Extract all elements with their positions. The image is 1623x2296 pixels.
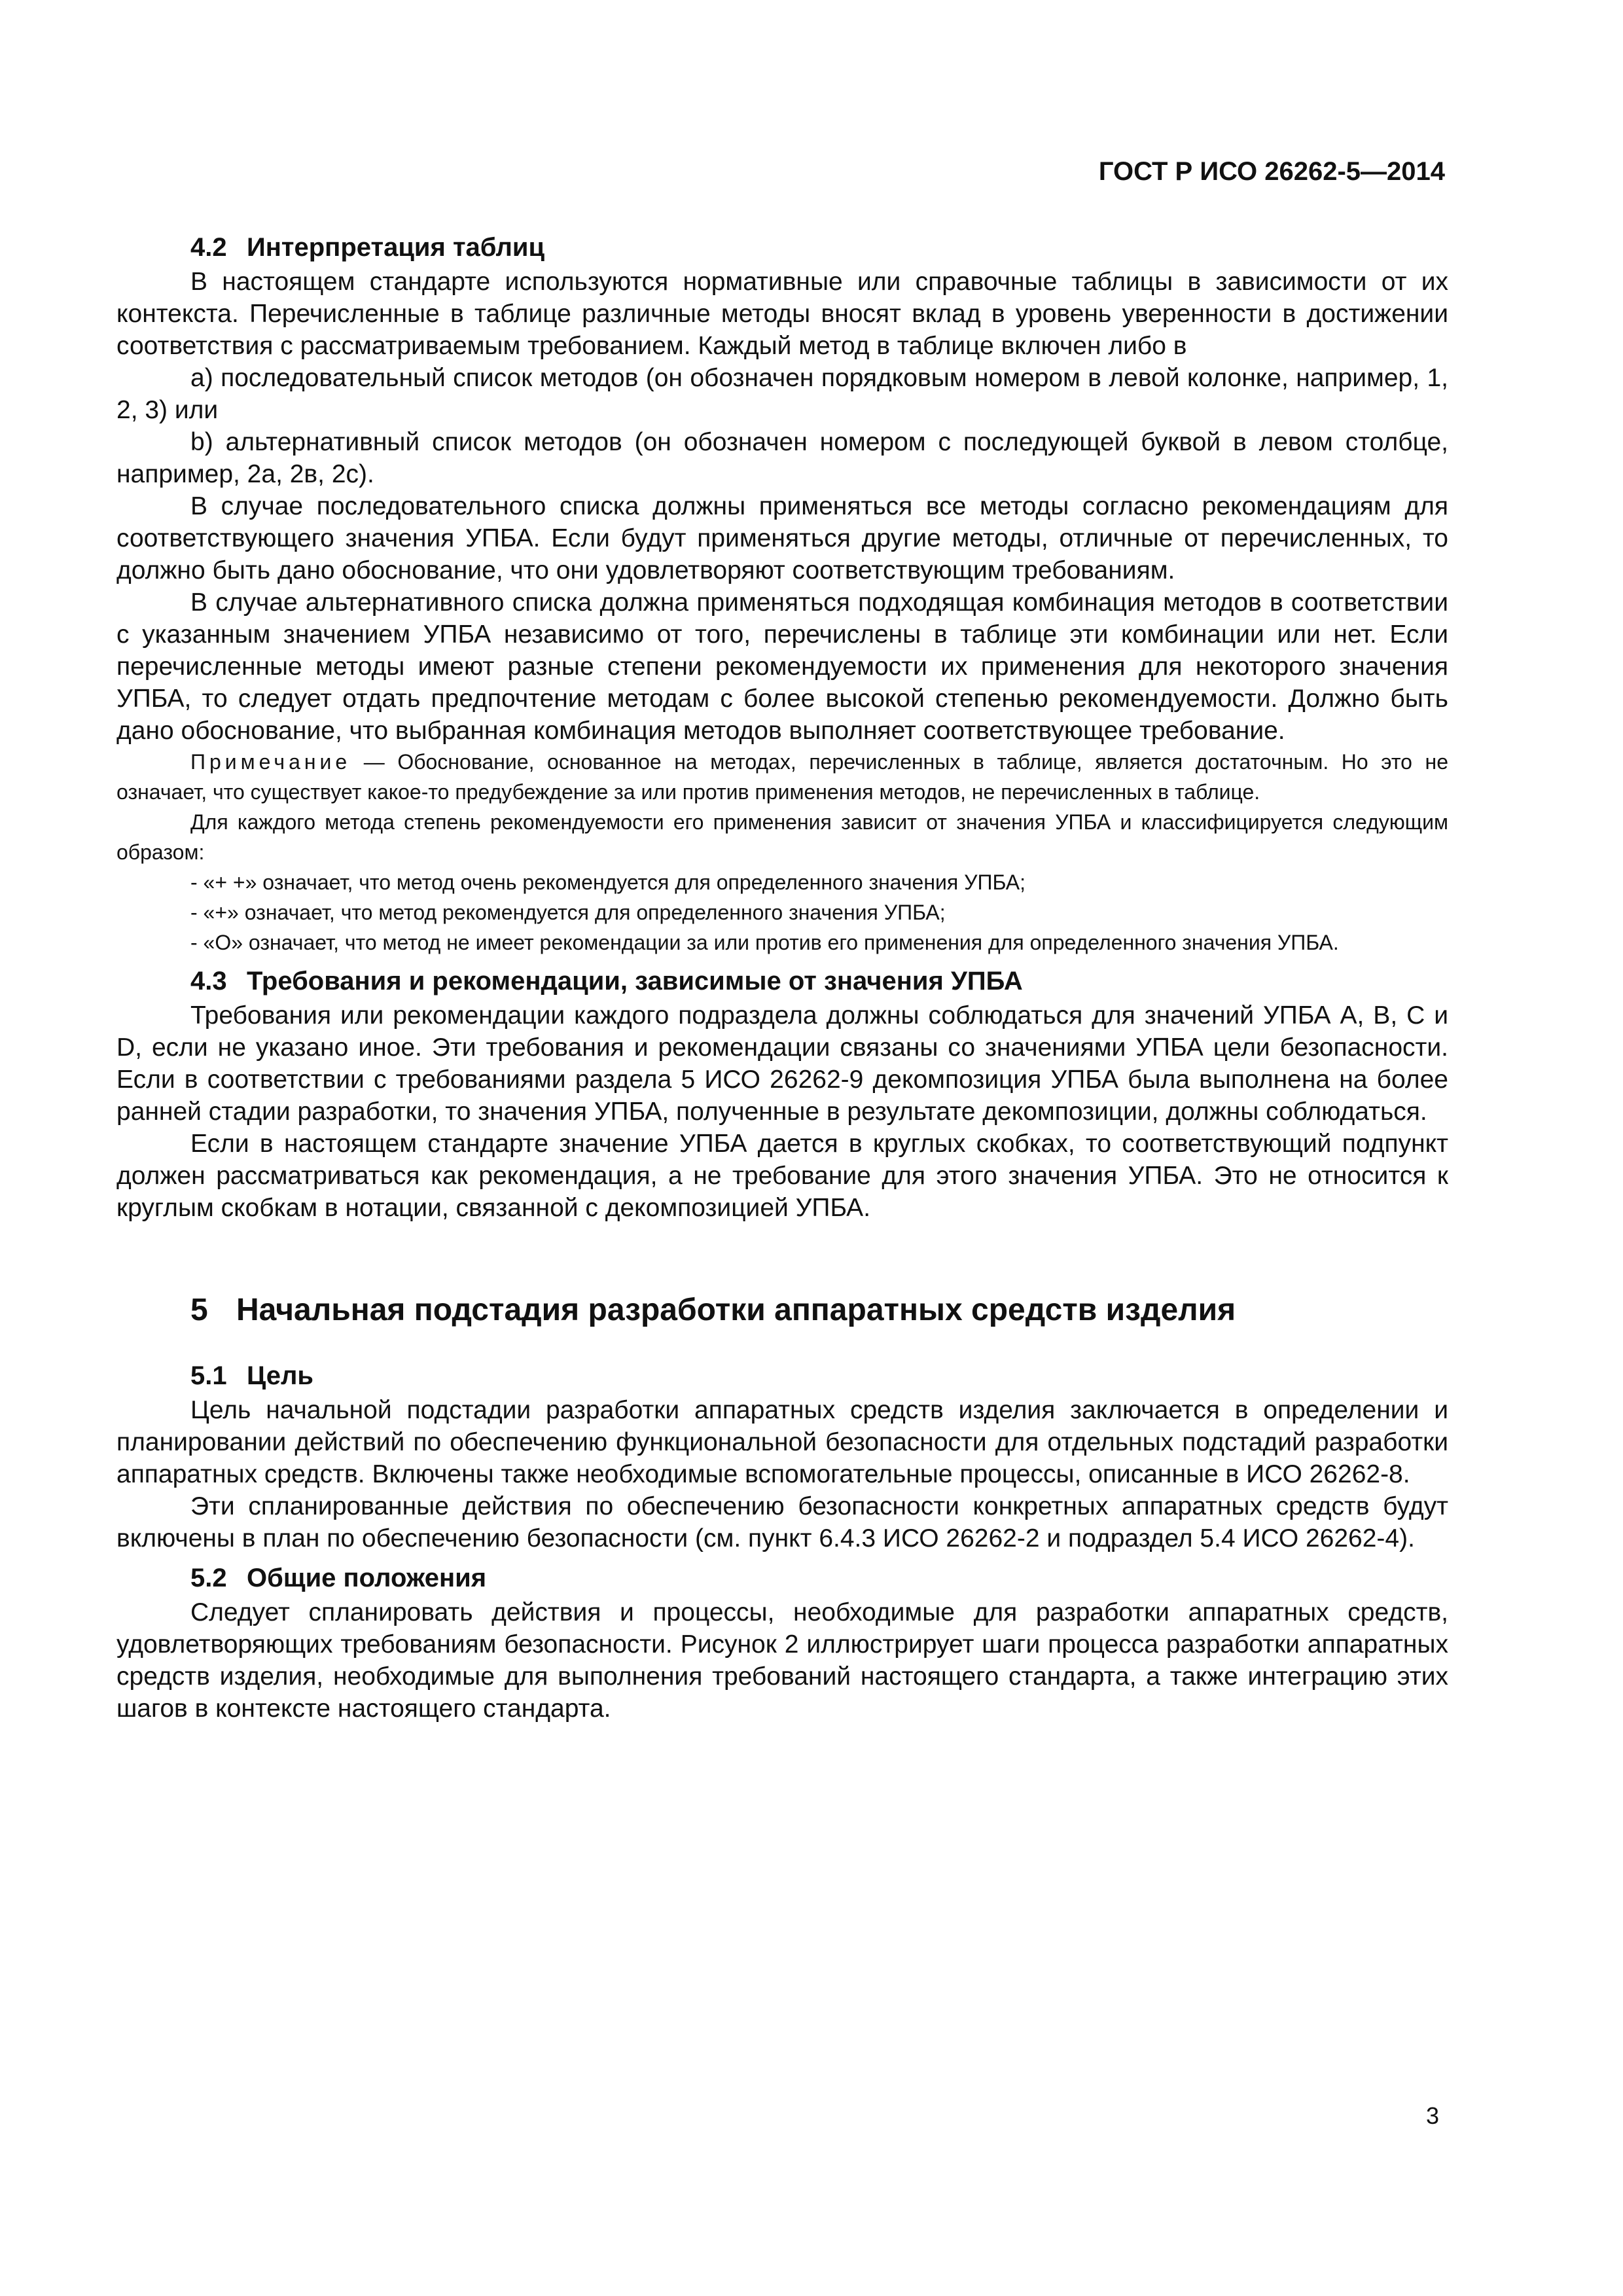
dash-list-item: - «+ +» означает, что метод очень рекомендуется для определенного значения УПБА; <box>190 870 1026 894</box>
paragraph: Требования или рекомендации каждого подраздела должны соблюдаться для значений УПБА А, В, С и D, если не указано иное. Эти требования и рекомендации связаны со значениями УПБА цели безопасности. Если в соответствии с требованиями раздела 5 ИСО 26262-9 декомпозиция УПБА была выполнена на более ранней стадии разработки, то значения УПБА, полученные в результате декомпозиции, должны соблюдаться. <box>116 1001 1448 1126</box>
section-number: 5.1 <box>190 1361 227 1390</box>
paragraph: Следует спланировать действия и процессы, необходимые для разработки аппаратных средств, удовлетворяющих требованиям безопасности. Рисунок 2 иллюстрирует шаги процесса разработки аппаратных средств изделия, необходимые для выполнения требований настоящего стандарта, а также интеграцию этих шагов в контексте настоящего стандарта. <box>116 1598 1448 1723</box>
paragraph: Цель начальной подстадии разработки аппаратных средств изделия заключается в определении и планировании действий по обеспечению функциональной безопасности для отдельных подстадий разработки аппаратных средств. Включены также необходимые вспомогательные процессы, описанные в ИСО 26262-8. <box>116 1396 1448 1488</box>
dash-list-item: - «O» означает, что метод не имеет рекомендации за или против его применения для определенного значения УПБА. <box>190 931 1339 954</box>
section-heading <box>116 963 1448 999</box>
section-5-2 <box>116 1560 1448 1725</box>
section-heading <box>116 1560 1448 1596</box>
list-item-a: а) последовательный список методов (он обозначен порядковым номером в левой колонке, например, 1, 2, 3) или <box>116 364 1448 424</box>
section-number: 4.2 <box>190 233 227 262</box>
page-content <box>116 229 1448 1725</box>
note <box>116 747 1448 807</box>
page-number: 3 <box>1425 2102 1439 2129</box>
section-title: Интерпретация таблиц <box>247 233 545 262</box>
paragraph: Эти спланированные действия по обеспечению безопасности конкретных аппаратных средств будут включены в план по обеспечению безопасности (см. пункт 6.4.3 ИСО 26262-2 и подраздел 5.4 ИСО 26262-4). <box>116 1492 1448 1552</box>
dash-list-item: - «+» означает, что метод рекомендуется для определенного значения УПБА; <box>190 901 946 924</box>
list-item-b: b) альтернативный список методов (он обозначен номером с последующей буквой в левом столбце, например, 2а, 2в, 2с). <box>116 428 1448 488</box>
chapter-heading <box>116 1289 1448 1331</box>
section-heading <box>116 1357 1448 1394</box>
section-heading <box>116 229 1448 266</box>
note-label: Примечание <box>190 750 351 774</box>
paragraph: В случае последовательного списка должны применяться все методы согласно рекомендациям для соответствующего значения УПБА. Если будут применяться другие методы, отличные от перечисленных, то должно быть дано обоснование, что они удовлетворяют соответствующим требованиям. <box>116 492 1448 584</box>
section-title: Требования и рекомендации, зависимые от значения УПБА <box>247 967 1023 996</box>
paragraph: Если в настоящем стандарте значение УПБА дается в круглых скобках, то соответствующий подпункт должен рассматриваться как рекомендация, а не требование для этого значения УПБА. Это не относится к круглым скобкам в нотации, связанной с декомпозицией УПБА. <box>116 1130 1448 1222</box>
chapter-number: 5 <box>190 1293 208 1327</box>
section-5-1 <box>116 1357 1448 1554</box>
chapter-title: Начальная подстадия разработки аппаратных средств изделия <box>236 1293 1236 1327</box>
section-4-3 <box>116 963 1448 1224</box>
paragraph: В настоящем стандарте используются нормативные или справочные таблицы в зависимости от их контекста. Перечисленные в таблице различные методы вносят вклад в уровень уверенности в достижении соответствия с рассматриваемым требованием. Каждый метод в таблице включен либо в <box>116 268 1448 360</box>
section-number: 4.3 <box>190 967 227 996</box>
note-body: — Обоснование, основанное на методах, перечисленных в таблице, является достаточным. Но это не означает, что существует какое-то предубеждение за или против применения методов, не перечисленных в таблице. <box>116 750 1448 804</box>
paragraph: В случае альтернативного списка должна применяться подходящая комбинация методов в соответствии с указанным значением УПБА независимо от того, перечислены в таблице эти комбинации или нет. Если перечисленные методы имеют разные степени рекомендуемости их применения для некоторого значения УПБА, то следует отдать предпочтение методам с более высокой степенью рекомендуемости. Должно быть дано обоснование, что выбранная комбинация методов выполняет соответствующее требование. <box>116 588 1448 745</box>
section-title: Общие положения <box>247 1564 487 1592</box>
document-code: ГОСТ Р ИСО 26262-5—2014 <box>1098 157 1445 186</box>
note-paragraph: Для каждого метода степень рекомендуемости его применения зависит от значения УПБА и классифицируется следующим образом: <box>116 810 1448 864</box>
section-title: Цель <box>247 1361 313 1390</box>
section-5 <box>116 1289 1448 1331</box>
section-number: 5.2 <box>190 1564 227 1592</box>
section-4-2 <box>116 229 1448 958</box>
